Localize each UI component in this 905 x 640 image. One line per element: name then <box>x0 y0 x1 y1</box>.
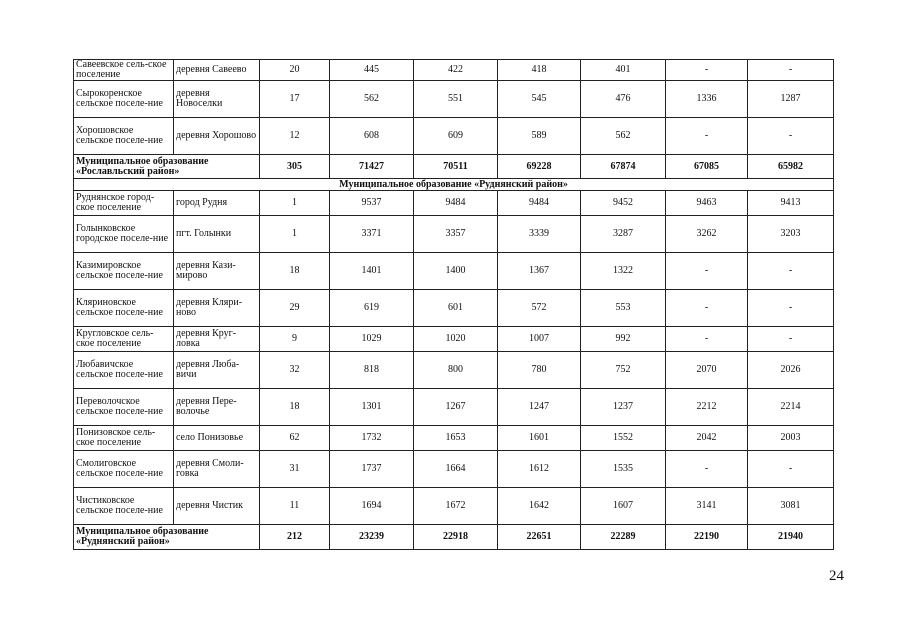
population-value: 1737 <box>330 451 414 488</box>
population-value: 3287 <box>581 216 666 253</box>
table-row <box>74 216 834 253</box>
table-row <box>74 426 834 451</box>
population-value: 800 <box>414 352 498 389</box>
population-value: 1029 <box>330 327 414 352</box>
population-value: 2026 <box>748 352 834 389</box>
admin-center: деревня Круг-ловка <box>174 327 260 352</box>
admin-center: город Рудня <box>174 191 260 216</box>
population-value: 1653 <box>414 426 498 451</box>
municipality-name: Смолиговское сельское поселе-ние <box>74 451 174 488</box>
admin-center: деревня Кляри-ново <box>174 290 260 327</box>
population-value: 1601 <box>498 426 581 451</box>
section-title: Муниципальное образование «Руднянский район» <box>74 179 834 191</box>
population-value: - <box>666 253 748 290</box>
section-header-row <box>74 179 834 191</box>
population-value: 1672 <box>414 488 498 525</box>
population-value: 9463 <box>666 191 748 216</box>
population-value: 1664 <box>414 451 498 488</box>
population-value: 22190 <box>666 525 748 550</box>
population-value: 1732 <box>330 426 414 451</box>
population-value: 23239 <box>330 525 414 550</box>
population-value: 67085 <box>666 155 748 179</box>
municipality-name: Сырокоренское сельское поселе-ние <box>74 81 174 118</box>
population-value: 2214 <box>748 389 834 426</box>
admin-center: деревня Люба-вичи <box>174 352 260 389</box>
population-value: 3339 <box>498 216 581 253</box>
settlement-count: 18 <box>260 389 330 426</box>
population-value: - <box>748 290 834 327</box>
settlement-count: 9 <box>260 327 330 352</box>
population-value: 22918 <box>414 525 498 550</box>
admin-center: деревня Хорошово <box>174 118 260 155</box>
population-value: 401 <box>581 60 666 81</box>
table-row <box>74 253 834 290</box>
population-value: 1007 <box>498 327 581 352</box>
population-value: 67874 <box>581 155 666 179</box>
population-value: 3371 <box>330 216 414 253</box>
total-label: Муниципальное образование «Руднянский район» <box>74 525 260 550</box>
table-row <box>74 81 834 118</box>
population-value: 2003 <box>748 426 834 451</box>
population-table <box>73 59 834 550</box>
population-value: 1612 <box>498 451 581 488</box>
population-value: 1247 <box>498 389 581 426</box>
population-value: 1267 <box>414 389 498 426</box>
municipality-name: Кругловское сель-ское поселение <box>74 327 174 352</box>
municipality-name: Руднянское город-ское поселение <box>74 191 174 216</box>
population-value: 553 <box>581 290 666 327</box>
admin-center: село Понизовье <box>174 426 260 451</box>
admin-center: пгт. Голынки <box>174 216 260 253</box>
settlement-count: 11 <box>260 488 330 525</box>
population-value: 9537 <box>330 191 414 216</box>
population-value: 9484 <box>498 191 581 216</box>
settlement-count: 29 <box>260 290 330 327</box>
table-row <box>74 389 834 426</box>
population-value: - <box>666 327 748 352</box>
settlement-count: 212 <box>260 525 330 550</box>
population-value: 572 <box>498 290 581 327</box>
population-value: 2212 <box>666 389 748 426</box>
admin-center: деревня Чистик <box>174 488 260 525</box>
settlement-count: 20 <box>260 60 330 81</box>
table-row <box>74 451 834 488</box>
population-value: - <box>666 60 748 81</box>
municipality-name: Чистиковское сельское поселе-ние <box>74 488 174 525</box>
table-row <box>74 488 834 525</box>
population-value: 71427 <box>330 155 414 179</box>
population-value: 2042 <box>666 426 748 451</box>
population-value: 422 <box>414 60 498 81</box>
population-value: 619 <box>330 290 414 327</box>
population-value: - <box>748 253 834 290</box>
total-row <box>74 155 834 179</box>
population-value: 9484 <box>414 191 498 216</box>
admin-center: деревня Новоселки <box>174 81 260 118</box>
population-value: 1287 <box>748 81 834 118</box>
settlement-count: 305 <box>260 155 330 179</box>
table-row <box>74 327 834 352</box>
population-value: 3357 <box>414 216 498 253</box>
population-value: - <box>666 451 748 488</box>
population-value: 69228 <box>498 155 581 179</box>
population-value: 3081 <box>748 488 834 525</box>
page-number: 24 <box>829 568 844 584</box>
population-value: 9452 <box>581 191 666 216</box>
total-row <box>74 525 834 550</box>
population-value: 476 <box>581 81 666 118</box>
municipality-name: Савеевское сель-ское поселение <box>74 60 174 81</box>
admin-center: деревня Пере-волочье <box>174 389 260 426</box>
population-value: 1020 <box>414 327 498 352</box>
population-value: 551 <box>414 81 498 118</box>
population-value: 1237 <box>581 389 666 426</box>
municipality-name: Казимировское сельское поселе-ние <box>74 253 174 290</box>
population-value: 418 <box>498 60 581 81</box>
population-value: 1301 <box>330 389 414 426</box>
settlement-count: 18 <box>260 253 330 290</box>
population-value: - <box>666 118 748 155</box>
population-value: 22651 <box>498 525 581 550</box>
population-value: 609 <box>414 118 498 155</box>
population-value: 70511 <box>414 155 498 179</box>
population-value: 562 <box>330 81 414 118</box>
settlement-count: 31 <box>260 451 330 488</box>
municipality-name: Понизовское сель-ское поселение <box>74 426 174 451</box>
population-value: 562 <box>581 118 666 155</box>
table-row <box>74 352 834 389</box>
municipality-name: Любавичское сельское поселе-ние <box>74 352 174 389</box>
admin-center: деревня Кази-мирово <box>174 253 260 290</box>
admin-center: деревня Савеево <box>174 60 260 81</box>
settlement-count: 12 <box>260 118 330 155</box>
population-value: 1401 <box>330 253 414 290</box>
municipality-name: Переволочское сельское поселе-ние <box>74 389 174 426</box>
population-value: 1694 <box>330 488 414 525</box>
population-value: 1336 <box>666 81 748 118</box>
population-value: 1642 <box>498 488 581 525</box>
population-value: 818 <box>330 352 414 389</box>
population-value: 992 <box>581 327 666 352</box>
population-value: 21940 <box>748 525 834 550</box>
population-value: - <box>666 290 748 327</box>
population-value: 545 <box>498 81 581 118</box>
population-value: 9413 <box>748 191 834 216</box>
population-value: 1367 <box>498 253 581 290</box>
population-value: 1552 <box>581 426 666 451</box>
population-value: 601 <box>414 290 498 327</box>
settlement-count: 1 <box>260 216 330 253</box>
population-value: 1535 <box>581 451 666 488</box>
population-value: 445 <box>330 60 414 81</box>
settlement-count: 17 <box>260 81 330 118</box>
table-row <box>74 290 834 327</box>
settlement-count: 32 <box>260 352 330 389</box>
settlement-count: 62 <box>260 426 330 451</box>
population-value: - <box>748 327 834 352</box>
population-value: - <box>748 60 834 81</box>
population-value: 3203 <box>748 216 834 253</box>
municipality-name: Голынковское городское поселе-ние <box>74 216 174 253</box>
population-value: 65982 <box>748 155 834 179</box>
population-value: 3141 <box>666 488 748 525</box>
population-value: 1322 <box>581 253 666 290</box>
population-value: 2070 <box>666 352 748 389</box>
table-row <box>74 118 834 155</box>
population-value: 22289 <box>581 525 666 550</box>
population-value: 752 <box>581 352 666 389</box>
admin-center: деревня Смоли-говка <box>174 451 260 488</box>
population-value: 1607 <box>581 488 666 525</box>
total-label: Муниципальное образование «Рославльский район» <box>74 155 260 179</box>
settlement-count: 1 <box>260 191 330 216</box>
table-row <box>74 191 834 216</box>
population-value: 608 <box>330 118 414 155</box>
population-value: 780 <box>498 352 581 389</box>
population-value: - <box>748 451 834 488</box>
municipality-name: Хорошовское сельское поселе-ние <box>74 118 174 155</box>
population-value: 589 <box>498 118 581 155</box>
population-value: 1400 <box>414 253 498 290</box>
population-value: 3262 <box>666 216 748 253</box>
municipality-name: Кляриновское сельское поселе-ние <box>74 290 174 327</box>
table-row <box>74 60 834 81</box>
population-value: - <box>748 118 834 155</box>
